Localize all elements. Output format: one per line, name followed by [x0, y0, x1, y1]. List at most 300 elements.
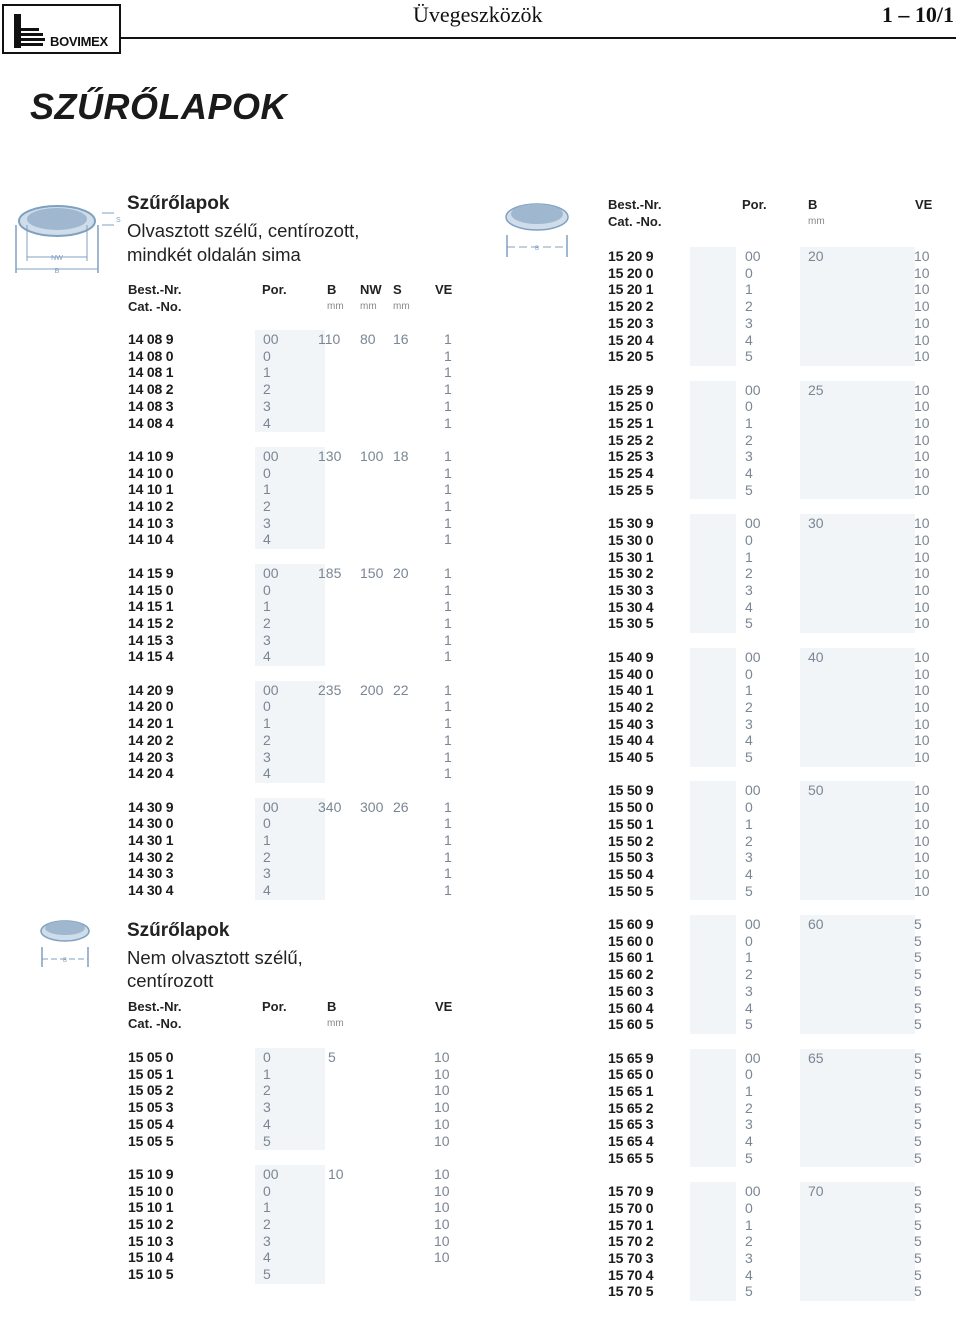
table-row: [608, 482, 948, 499]
cell-ve: 1: [444, 331, 452, 347]
cell-ve: 5: [914, 1233, 922, 1250]
cell-ve: 5: [914, 999, 922, 1016]
table-row: [608, 649, 948, 666]
cell-ve: 10: [914, 865, 930, 882]
cell-por: 0: [745, 665, 753, 682]
cell-best-nr: 15 70 4: [608, 1266, 654, 1283]
cell-ve: 10: [914, 348, 930, 365]
cell-best-nr: 14 30 9: [128, 798, 174, 815]
table-row: [608, 933, 948, 950]
cell-best-nr: 15 70 5: [608, 1283, 654, 1300]
cell-ve: 10: [914, 665, 930, 682]
cell-best-nr: 15 65 0: [608, 1066, 654, 1083]
cell-por: 00: [745, 248, 761, 264]
cell-por: 3: [263, 397, 271, 414]
cell-por: 0: [263, 581, 271, 598]
cell-por: 1: [263, 364, 271, 381]
cell-ve: 5: [914, 1133, 922, 1150]
cell-ve: 10: [914, 281, 930, 298]
cell-por: 4: [263, 648, 271, 665]
table-row: [608, 432, 948, 449]
cell-por: 5: [263, 1132, 271, 1149]
section-plain-title: Szűrőlapok: [127, 920, 230, 941]
cell-ve: 10: [434, 1049, 450, 1065]
table-row: [608, 799, 948, 816]
cell-ve: 10: [914, 381, 930, 398]
cell-por: 3: [263, 631, 271, 648]
cell-best-nr: 15 25 3: [608, 448, 654, 465]
cell-best-nr: 15 60 9: [608, 916, 654, 932]
cell-best-nr: 14 10 4: [128, 531, 174, 548]
cell-por: 3: [263, 1232, 271, 1249]
cell-por: 4: [745, 865, 753, 882]
cell-por: 5: [745, 481, 753, 498]
table-row: [128, 882, 468, 899]
cell-por: 5: [745, 1016, 753, 1033]
cell-por: 0: [263, 1182, 271, 1199]
table-row: [608, 332, 948, 349]
logo-mark-icon: [14, 14, 46, 48]
cell-best-nr: 15 70 0: [608, 1199, 654, 1216]
cell-por: 2: [263, 848, 271, 865]
cell-best-nr: 15 25 9: [608, 381, 654, 398]
cell-ve: 10: [914, 264, 930, 281]
cell-best-nr: 15 60 0: [608, 932, 654, 949]
table-row: [608, 1183, 948, 1200]
table-row: [608, 549, 948, 566]
cell-ve: 5: [914, 1250, 922, 1266]
cell-por: 0: [745, 264, 753, 281]
cell-ve: 10: [434, 1082, 450, 1099]
cell-ve: 10: [914, 799, 930, 816]
table-row: [608, 699, 948, 716]
cell-por: 3: [745, 1250, 753, 1266]
cell-best-nr: 15 25 1: [608, 415, 654, 431]
table-row: [128, 565, 468, 582]
plain-col-header-cat-no: Cat. -No.: [128, 1016, 182, 1031]
cell-b: 130: [318, 447, 342, 464]
cell-best-nr: 15 50 9: [608, 782, 654, 799]
cell-por: 1: [745, 548, 753, 565]
cell-best-nr: 15 50 0: [608, 799, 654, 816]
cell-por: 0: [745, 531, 753, 548]
cell-por: 3: [263, 865, 271, 882]
cell-por: 00: [263, 681, 279, 698]
cell-best-nr: 14 08 3: [128, 397, 174, 414]
cell-ve: 1: [444, 681, 452, 698]
cell-por: 00: [263, 1165, 279, 1182]
plain-col-header-b: B: [327, 999, 337, 1014]
table-row: [128, 598, 468, 615]
cell-por: 2: [263, 614, 271, 631]
cell-por: 2: [263, 498, 271, 514]
cell-ve: 1: [444, 531, 452, 548]
cell-ve: 10: [914, 715, 930, 732]
right-disc-diagram-icon: [500, 195, 575, 260]
table-row: [608, 716, 948, 733]
cell-por: 1: [263, 481, 271, 498]
table-row: [128, 1133, 468, 1150]
cell-best-nr: 15 40 3: [608, 715, 654, 732]
cell-best-nr: 15 10 3: [128, 1232, 174, 1249]
diagram-label-s: S: [116, 217, 121, 224]
table-row: [128, 1266, 468, 1283]
table-row: [608, 615, 948, 632]
table-row: [128, 364, 468, 381]
cell-best-nr: 15 20 4: [608, 331, 654, 348]
cell-b: 40: [808, 648, 824, 665]
cell-best-nr: 14 15 9: [128, 564, 174, 581]
cell-best-nr: 15 40 2: [608, 698, 654, 715]
right-diagram-label-b: B: [534, 246, 540, 252]
cell-ve: 5: [914, 949, 922, 966]
table-row: [128, 615, 468, 632]
cell-por: 4: [263, 1115, 271, 1132]
cell-best-nr: 15 05 3: [128, 1099, 174, 1116]
cell-ve: 1: [444, 798, 452, 815]
cell-por: 3: [745, 448, 753, 465]
cell-por: 1: [745, 815, 753, 832]
right-col-header-ve: VE: [915, 197, 933, 212]
cell-ve: 1: [444, 832, 452, 848]
cell-por: 2: [263, 1082, 271, 1099]
cell-best-nr: 15 30 9: [608, 515, 654, 532]
cell-por: 0: [745, 799, 753, 816]
table-row: [608, 732, 948, 749]
cell-s: 26: [393, 798, 409, 815]
plain-unit-b: mm: [327, 1018, 344, 1029]
cell-por: 4: [263, 531, 271, 548]
cell-ve: 10: [914, 415, 930, 431]
cell-por: 2: [263, 1216, 271, 1232]
cell-ve: 10: [914, 515, 930, 532]
cell-best-nr: 15 40 9: [608, 648, 654, 665]
cell-best-nr: 15 70 9: [608, 1183, 654, 1200]
cell-ve: 10: [914, 331, 930, 348]
cell-por: 1: [263, 1065, 271, 1082]
cell-best-nr: 15 60 2: [608, 966, 654, 983]
logo-text: BOVIMEX: [50, 34, 108, 49]
cell-best-nr: 15 40 5: [608, 749, 654, 765]
section-fused-subtitle-2: mindkét oldalán sima: [127, 244, 301, 265]
cell-por: 1: [745, 415, 753, 431]
table-row: [128, 498, 468, 515]
cell-best-nr: 15 10 2: [128, 1216, 174, 1232]
cell-best-nr: 14 30 1: [128, 832, 174, 848]
cell-ve: 1: [444, 464, 452, 481]
cell-ve: 5: [914, 1183, 922, 1200]
cell-por: 2: [745, 565, 753, 582]
cell-ve: 10: [914, 398, 930, 415]
table-row: [608, 1066, 948, 1083]
cell-best-nr: 15 65 5: [608, 1149, 654, 1166]
table-row: [128, 765, 468, 782]
table-row: [128, 582, 468, 599]
unit-nw: mm: [360, 301, 377, 312]
cell-best-nr: 15 60 4: [608, 999, 654, 1016]
table-row: [128, 1216, 468, 1233]
table-row: [608, 265, 948, 282]
cell-ve: 1: [444, 648, 452, 665]
table-row: [608, 1050, 948, 1067]
cell-best-nr: 15 25 0: [608, 398, 654, 415]
cell-por: 5: [745, 749, 753, 765]
table-row: [128, 732, 468, 749]
cell-best-nr: 15 70 3: [608, 1250, 654, 1266]
company-logo: [2, 4, 121, 54]
table-row: [128, 815, 468, 832]
cell-ve: 1: [444, 631, 452, 648]
cell-best-nr: 15 30 3: [608, 582, 654, 598]
cell-por: 2: [745, 431, 753, 448]
cell-best-nr: 15 30 5: [608, 615, 654, 632]
col-header-ve: VE: [435, 282, 453, 297]
table-row: [128, 465, 468, 482]
cell-ve: 1: [444, 447, 452, 464]
right-col-header-cat-no: Cat. -No.: [608, 214, 662, 229]
table-row: [608, 565, 948, 582]
cell-ve: 1: [444, 731, 452, 748]
cell-best-nr: 14 10 3: [128, 514, 174, 531]
cell-best-nr: 14 10 2: [128, 498, 174, 514]
cell-best-nr: 15 10 5: [128, 1266, 174, 1283]
plain-disc-diagram-icon: [36, 915, 96, 970]
table-row: [608, 1016, 948, 1033]
table-row: [608, 1233, 948, 1250]
cell-ve: 1: [444, 815, 452, 832]
cell-por: 1: [745, 949, 753, 966]
table-row: [128, 632, 468, 649]
cell-best-nr: 15 30 0: [608, 531, 654, 548]
cell-ve: 1: [444, 698, 452, 715]
cell-best-nr: 14 20 0: [128, 698, 174, 715]
table-row: [608, 883, 948, 900]
cell-por: 00: [745, 1183, 761, 1200]
table-row: [608, 866, 948, 883]
cell-por: 3: [263, 514, 271, 531]
table-row: [608, 1250, 948, 1267]
cell-por: 5: [745, 348, 753, 365]
section-plain-subtitle-1: Nem olvasztott szélű,: [127, 947, 303, 968]
cell-ve: 1: [444, 414, 452, 431]
cell-ve: 10: [914, 548, 930, 565]
table-row: [128, 348, 468, 365]
cell-por: 4: [745, 598, 753, 615]
cell-best-nr: 15 05 2: [128, 1082, 174, 1099]
table-row: [128, 531, 468, 548]
cell-ve: 10: [914, 882, 930, 899]
cell-b: 110: [318, 331, 341, 347]
plain-col-header-ve: VE: [435, 999, 453, 1014]
cell-por: 3: [745, 715, 753, 732]
cell-por: 2: [745, 298, 753, 315]
cell-por: 0: [745, 1199, 753, 1216]
cell-ve: 10: [434, 1249, 450, 1266]
table-row: [608, 348, 948, 365]
table-row: [608, 465, 948, 482]
cell-best-nr: 14 15 0: [128, 581, 174, 598]
cell-por: 0: [263, 464, 271, 481]
cell-best-nr: 15 60 5: [608, 1016, 654, 1033]
cell-por: 4: [263, 882, 271, 899]
table-row: [128, 381, 468, 398]
table-row: [608, 582, 948, 599]
cell-ve: 10: [914, 732, 930, 749]
cell-ve: 5: [914, 1116, 922, 1133]
cell-ve: 1: [444, 564, 452, 581]
cell-por: 5: [745, 882, 753, 899]
cell-por: 0: [263, 347, 271, 364]
cell-por: 4: [263, 1249, 271, 1266]
table-row: [128, 799, 468, 816]
cell-best-nr: 15 65 9: [608, 1049, 654, 1066]
cell-best-nr: 15 05 4: [128, 1115, 174, 1132]
cell-best-nr: 14 08 1: [128, 364, 174, 381]
cell-por: 00: [263, 798, 279, 815]
cell-best-nr: 14 30 4: [128, 882, 174, 899]
table-row: [608, 298, 948, 315]
cell-ve: 5: [914, 916, 922, 932]
cell-ve: 10: [914, 782, 930, 799]
table-row: [128, 1082, 468, 1099]
cell-ve: 5: [914, 1099, 922, 1116]
cell-ve: 10: [914, 682, 930, 699]
table-row: [608, 782, 948, 799]
cell-s: 16: [393, 331, 409, 347]
cell-ve: 5: [914, 1066, 922, 1083]
cell-best-nr: 15 65 1: [608, 1083, 654, 1099]
cell-ve: 1: [444, 347, 452, 364]
cell-ve: 1: [444, 882, 452, 899]
table-row: [128, 849, 468, 866]
cell-best-nr: 15 20 2: [608, 298, 654, 315]
cell-ve: 5: [914, 1149, 922, 1166]
cell-best-nr: 14 10 1: [128, 481, 174, 498]
cell-ve: 10: [914, 598, 930, 615]
cell-s: 20: [393, 564, 409, 581]
cell-por: 0: [745, 398, 753, 415]
cell-por: 4: [745, 999, 753, 1016]
table-row: [128, 1183, 468, 1200]
table-row: [128, 1116, 468, 1133]
header-rule: [121, 37, 956, 39]
table-row: [608, 1100, 948, 1117]
table-row: [608, 315, 948, 332]
cell-ve: 10: [914, 531, 930, 548]
cell-best-nr: 15 50 1: [608, 815, 654, 832]
cell-ve: 5: [914, 932, 922, 949]
table-row: [608, 849, 948, 866]
cell-ve: 1: [444, 598, 452, 615]
cell-best-nr: 15 65 2: [608, 1099, 654, 1116]
cell-ve: 10: [434, 1065, 450, 1082]
table-row: [128, 682, 468, 699]
col-header-b: B: [327, 282, 337, 297]
cell-ve: 1: [444, 364, 452, 381]
table-row: [128, 749, 468, 766]
cell-best-nr: 15 40 1: [608, 682, 654, 699]
cell-best-nr: 14 20 9: [128, 681, 174, 698]
cell-best-nr: 14 15 1: [128, 598, 174, 615]
cell-best-nr: 14 10 0: [128, 464, 174, 481]
cell-ve: 10: [434, 1199, 450, 1216]
table-row: [608, 599, 948, 616]
cell-por: 4: [263, 414, 271, 431]
table-row: [128, 1199, 468, 1216]
cell-b: 10: [328, 1165, 344, 1182]
cell-ve: 5: [914, 1283, 922, 1300]
cell-best-nr: 15 50 4: [608, 865, 654, 882]
col-header-best-nr: Best.-Nr.: [128, 282, 182, 297]
cell-por: 00: [745, 381, 761, 398]
table-row: [608, 682, 948, 699]
cell-best-nr: 15 60 1: [608, 949, 654, 966]
cell-por: 3: [745, 849, 753, 866]
header-title: Üvegeszközök: [413, 2, 543, 27]
right-col-header-best-nr: Best.-Nr.: [608, 197, 662, 212]
table-row: [608, 1217, 948, 1234]
cell-por: 4: [745, 1266, 753, 1283]
cell-por: 0: [745, 1066, 753, 1083]
cell-ve: 1: [444, 865, 452, 882]
cell-b: 185: [318, 564, 342, 581]
cell-best-nr: 14 08 9: [128, 331, 174, 347]
cell-por: 00: [263, 564, 279, 581]
cell-ve: 10: [914, 698, 930, 715]
cell-ve: 10: [914, 465, 930, 482]
cell-por: 5: [263, 1266, 271, 1283]
cell-por: 3: [745, 982, 753, 999]
table-row: [128, 1249, 468, 1266]
cell-best-nr: 15 30 1: [608, 548, 654, 565]
cell-por: 5: [745, 1149, 753, 1166]
cell-best-nr: 14 08 4: [128, 414, 174, 431]
table-row: [128, 1049, 468, 1066]
cell-best-nr: 15 20 9: [608, 248, 654, 264]
cell-ve: 1: [444, 514, 452, 531]
cell-nw: 150: [360, 564, 384, 581]
cell-b: 60: [808, 916, 824, 932]
table-row: [608, 816, 948, 833]
fused-disc-diagram-icon: [10, 195, 125, 280]
cell-por: 2: [745, 966, 753, 983]
cell-por: 00: [745, 515, 761, 532]
cell-ve: 10: [434, 1115, 450, 1132]
cell-best-nr: 14 08 2: [128, 381, 174, 398]
cell-ve: 10: [434, 1165, 450, 1182]
cell-por: 3: [263, 1099, 271, 1116]
cell-por: 00: [263, 331, 279, 347]
cell-por: 0: [263, 815, 271, 832]
cell-best-nr: 15 25 5: [608, 481, 654, 498]
plain-diagram-label-b: B: [62, 958, 68, 964]
cell-b: 340: [318, 798, 342, 815]
cell-ve: 1: [444, 765, 452, 782]
cell-por: 1: [263, 715, 271, 732]
cell-b: 70: [808, 1183, 824, 1200]
cell-best-nr: 15 70 2: [608, 1233, 654, 1250]
table-row: [608, 1133, 948, 1150]
cell-best-nr: 15 10 1: [128, 1199, 174, 1216]
cell-ve: 5: [914, 1216, 922, 1233]
right-col-header-por: Por.: [742, 197, 767, 212]
page-title: SZŰRŐLAPOK: [30, 86, 287, 127]
table-row: [128, 715, 468, 732]
unit-s: mm: [393, 301, 410, 312]
cell-ve: 10: [914, 832, 930, 849]
cell-ve: 1: [444, 715, 452, 732]
cell-ve: 10: [914, 648, 930, 665]
